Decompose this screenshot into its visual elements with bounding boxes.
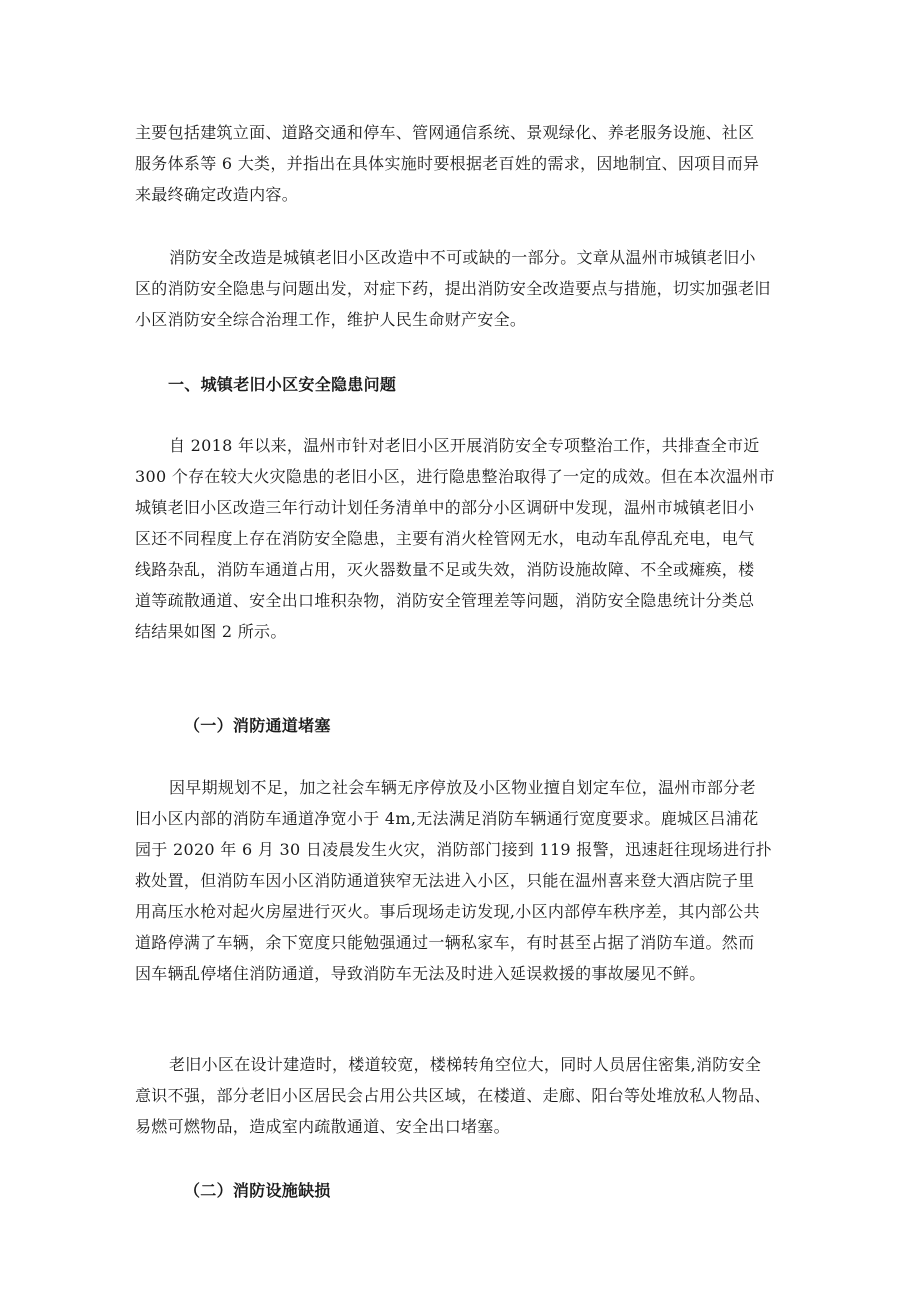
text-line: 区的消防安全隐患与问题出发，对症下药，提出消防安全改造要点与措施，切实加强老旧 [135,279,771,298]
text-line: 用高压水枪对起火房屋进行灭火。事后现场走访发现,小区内部停车秩序差，其内部公共 [135,902,760,921]
paragraph-fire-lane-blockage [135,772,795,989]
text-line: 消防安全改造是城镇老旧小区改造中不可或缺的一部分。文章从温州市城镇老旧小 [169,248,756,267]
text-line: 道等疏散通道、安全出口堆积杂物，消防安全管理差等问题，消防安全隐患统计分类总 [135,591,755,610]
paragraph-fire-safety-purpose [135,242,795,335]
text-line: 线路杂乱，消防车通道占用，灭火器数量不足或失效，消防设施故障、不全或瘫痪，楼 [135,560,755,579]
text-line: 区还不同程度上存在消防安全隐患，主要有消火栓管网无水，电动车乱停乱充电，电气 [135,529,755,548]
text-line: 300 个存在较大火灾隐患的老旧小区，进行隐患整治取得了一定的成效。但在本次温州市 [135,467,775,486]
section-heading-hazards: 一、城镇老旧小区安全隐患问题 [168,375,397,394]
text-line: 结结果如图 2 所示。 [135,622,287,641]
text-line: 园于 2020 年 6 月 30 日凌晨发生火灾，消防部门接到 119 报警，迅速赶往现场进行扑 [135,840,772,859]
text-line: 救处置，但消防车因小区消防通道狭窄无法进入小区，只能在温州喜来登大酒店院子里 [135,871,755,890]
text-line: 意识不强，部分老旧小区居民会占用公共区域，在楼道、走廊、阳台等处堆放私人物品、 [135,1086,771,1105]
text-line: 道路停满了车辆，余下宽度只能勉强通过一辆私家车，有时甚至占据了消防车道。然而 [135,933,755,952]
text-line: 主要包括建筑立面、道路交通和停车、管网通信系统、景观绿化、养老服务设施、社区 [135,123,755,142]
text-line: 小区消防安全综合治理工作，维护人民生命财产安全。 [135,310,527,329]
text-line: 自 2018 年以来，温州市针对老旧小区开展消防安全专项整治工作，共排查全市近 [169,436,760,455]
text-line: 服务体系等 6 大类，并指出在具体实施时要根据老百姓的需求，因地制宜、因项目而异 [135,154,760,173]
text-line: 老旧小区在设计建造时，楼道较宽，楼梯转角空位大，同时人员居住密集,消防安全 [169,1055,762,1074]
text-line: 因车辆乱停堵住消防通道，导致消防车无法及时进入延误救援的事故屡见不鲜。 [135,964,706,983]
text-line: 城镇老旧小区改造三年行动计划任务清单中的部分小区调研中发现，温州市城镇老旧小 [135,498,755,517]
paragraph-stairway-obstruction [135,1049,795,1142]
subsection-heading-channel-blocked: （一）消防通道堵塞 [184,716,331,735]
text-line: 旧小区内部的消防车通道净宽小于 4m,无法满足消防车辆通行宽度要求。鹿城区吕浦花 [135,809,759,828]
text-line: 来最终确定改造内容。 [135,185,299,204]
text-line: 因早期规划不足，加之社会车辆无序停放及小区物业擅自划定车位，温州市部分老 [169,778,756,797]
paragraph-renovation-scope [135,117,795,210]
paragraph-hazard-survey [135,430,795,647]
subsection-heading-facility-damage: （二）消防设施缺损 [184,1181,331,1200]
text-line: 易燃可燃物品，造成室内疏散通道、安全出口堵塞。 [135,1117,510,1136]
